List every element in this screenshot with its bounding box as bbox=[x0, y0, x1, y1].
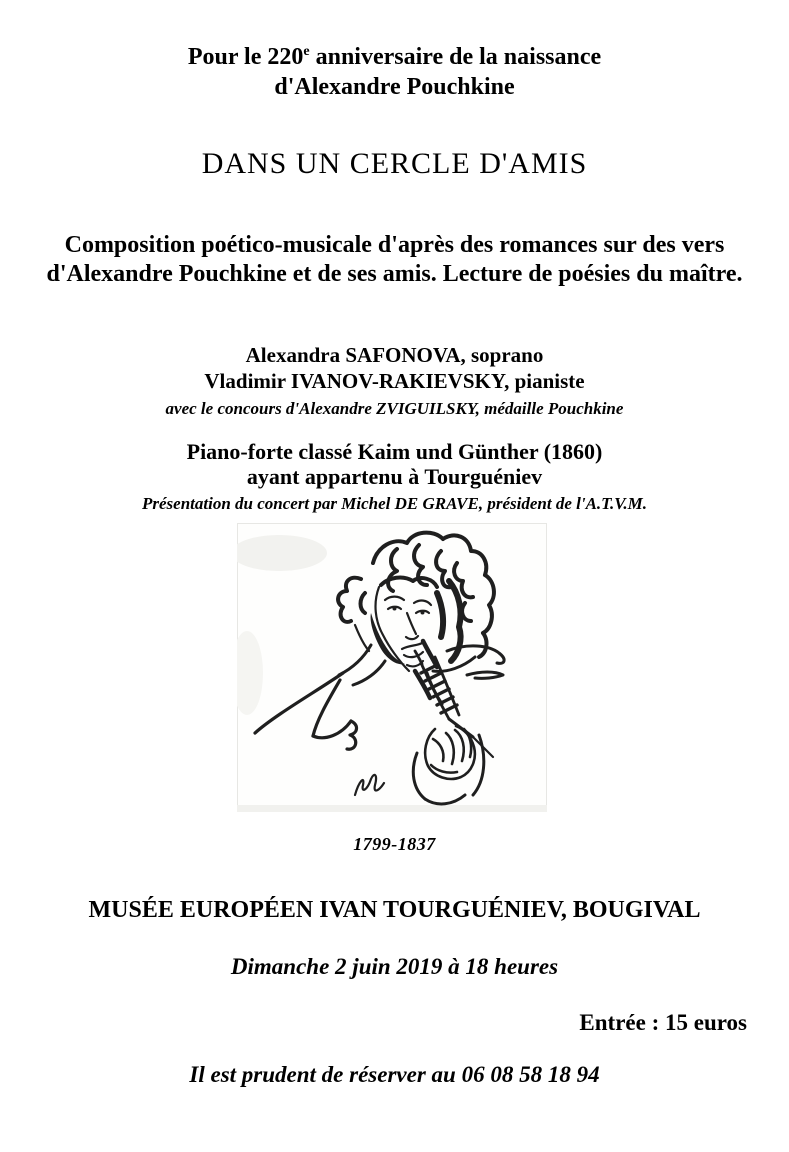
event-title: DANS UN CERCLE D'AMIS bbox=[201, 147, 588, 180]
pushkin-years: 1799-1837 bbox=[353, 834, 436, 854]
piano-line-1: Piano-forte classé Kaim und Günther (1860) bbox=[186, 439, 603, 464]
reservation-line: Il est prudent de réserver au 06 08 58 18 94 bbox=[189, 1062, 600, 1087]
datetime-line: Dimanche 2 juin 2019 à 18 heures bbox=[230, 954, 559, 979]
anniversary-line1-pre: Pour le 220 bbox=[187, 44, 304, 70]
performers-block bbox=[0, 342, 789, 422]
anniversary-heading bbox=[0, 42, 789, 102]
performer-pianist: Vladimir IVANOV-RAKIEVSKY, pianiste bbox=[204, 369, 585, 393]
description-line-2: d'Alexandre Pouchkine et de ses amis. Lecture de poésies du maître. bbox=[46, 261, 743, 287]
performers-note: avec le concours d'Alexandre ZVIGUILSKY, médaille Pouchkine bbox=[165, 399, 624, 418]
piano-block bbox=[0, 439, 789, 516]
portrait-smudge bbox=[237, 805, 547, 812]
price-line: Entrée : 15 euros bbox=[579, 1010, 747, 1035]
pushkin-portrait-sketch-icon bbox=[237, 523, 547, 812]
ordinal-superscript: e bbox=[303, 44, 310, 59]
piano-note: Présentation du concert par Michel DE GRAVE, président de l'A.T.V.M. bbox=[141, 494, 648, 513]
event-description bbox=[0, 231, 789, 289]
description-line-1: Composition poético-musicale d'après des romances sur des vers bbox=[64, 232, 725, 258]
anniversary-line-2: d'Alexandre Pouchkine bbox=[274, 74, 515, 100]
performer-soprano: Alexandra SAFONOVA, soprano bbox=[245, 343, 544, 367]
piano-line-2: ayant appartenu à Tourguéniev bbox=[246, 464, 543, 489]
anniversary-line-1 bbox=[0, 42, 789, 72]
pushkin-portrait bbox=[237, 523, 547, 812]
anniversary-line1-post: anniversaire de la naissance bbox=[309, 44, 602, 70]
venue-line: MUSÉE EUROPÉEN IVAN TOURGUÉNIEV, BOUGIVAL bbox=[88, 897, 701, 923]
